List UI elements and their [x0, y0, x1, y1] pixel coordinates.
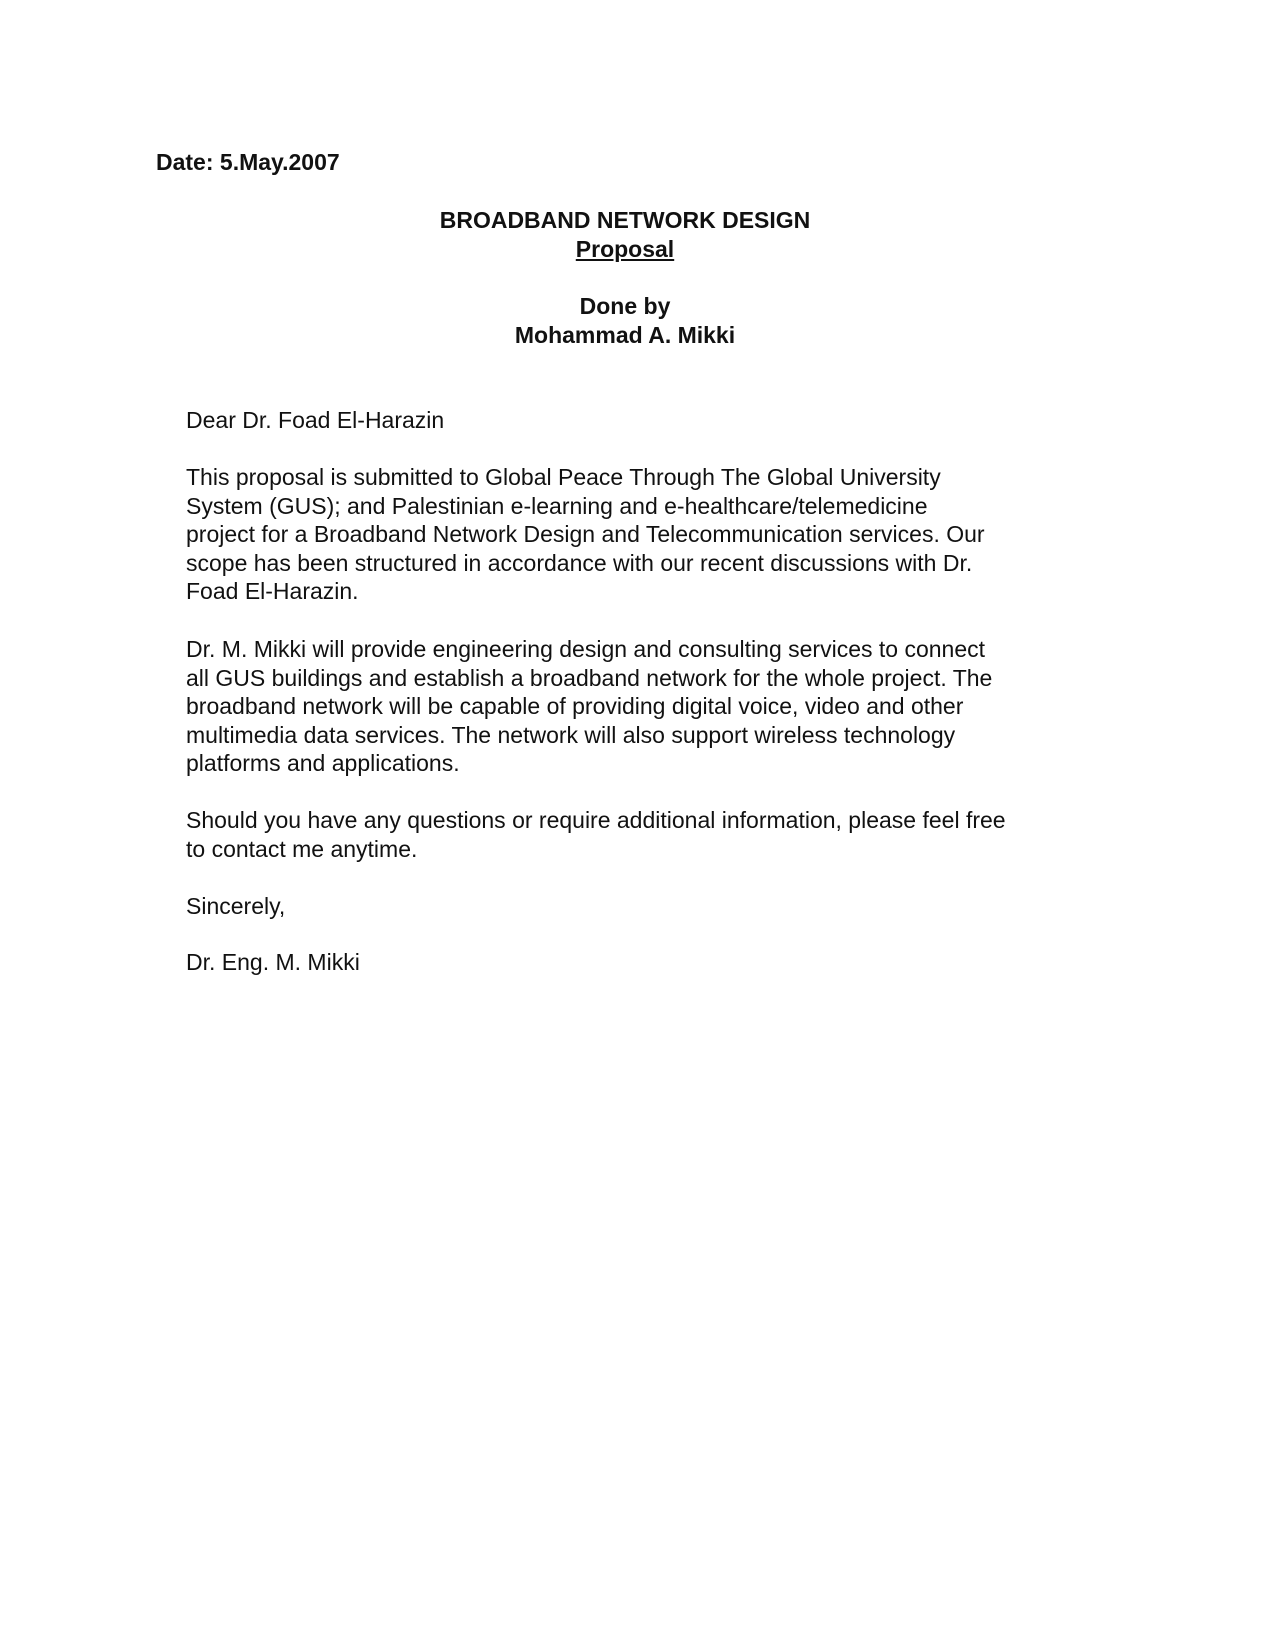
paragraph-2-line: broadband network will be capable of providing digital voice, video and other — [186, 693, 964, 719]
document-subtitle: Proposal — [575, 235, 675, 262]
salutation — [186, 406, 1086, 435]
author-block — [180, 292, 1070, 349]
paragraph-2-line: platforms and applications. — [186, 750, 460, 776]
paragraph-1-line: This proposal is submitted to Global Peace Through The Global University — [186, 464, 941, 490]
salutation-text: Dear Dr. Foad El-Harazin — [186, 407, 445, 433]
paragraph-1 — [186, 463, 1086, 606]
paragraph-2-line: multimedia data services. The network will also support wireless technology — [186, 721, 956, 748]
paragraph-3-line: to contact me anytime. — [186, 835, 418, 862]
paragraph-1-line: Foad El-Harazin. — [186, 578, 359, 604]
closing — [186, 892, 1086, 921]
signature — [186, 948, 1086, 977]
paragraph-1-line: scope has been structured in accordance with our recent discussions with Dr. — [186, 549, 973, 576]
paragraph-2-line: all GUS buildings and establish a broadband network for the whole project. The — [186, 664, 993, 691]
title-block — [180, 206, 1070, 263]
paragraph-1-line: project for a Broadband Network Design and Telecommunication services. Our — [186, 521, 985, 547]
done-by-label: Done by — [579, 293, 671, 319]
letter-date: Date: 5.May.2007 — [156, 149, 340, 175]
author-name: Mohammad A. Mikki — [514, 321, 736, 348]
closing-text: Sincerely, — [186, 893, 286, 919]
paragraph-3 — [186, 806, 1086, 863]
paragraph-3-line: Should you have any questions or require additional information, please feel free — [186, 807, 1006, 833]
signature-text: Dr. Eng. M. Mikki — [186, 949, 360, 975]
paragraph-2-line: Dr. M. Mikki will provide engineering design and consulting services to connect — [186, 636, 986, 662]
paragraph-1-line: System (GUS); and Palestinian e-learning and e-healthcare/telemedicine — [186, 492, 928, 519]
document-title: BROADBAND NETWORK DESIGN — [439, 207, 811, 233]
paragraph-2 — [186, 635, 1086, 778]
